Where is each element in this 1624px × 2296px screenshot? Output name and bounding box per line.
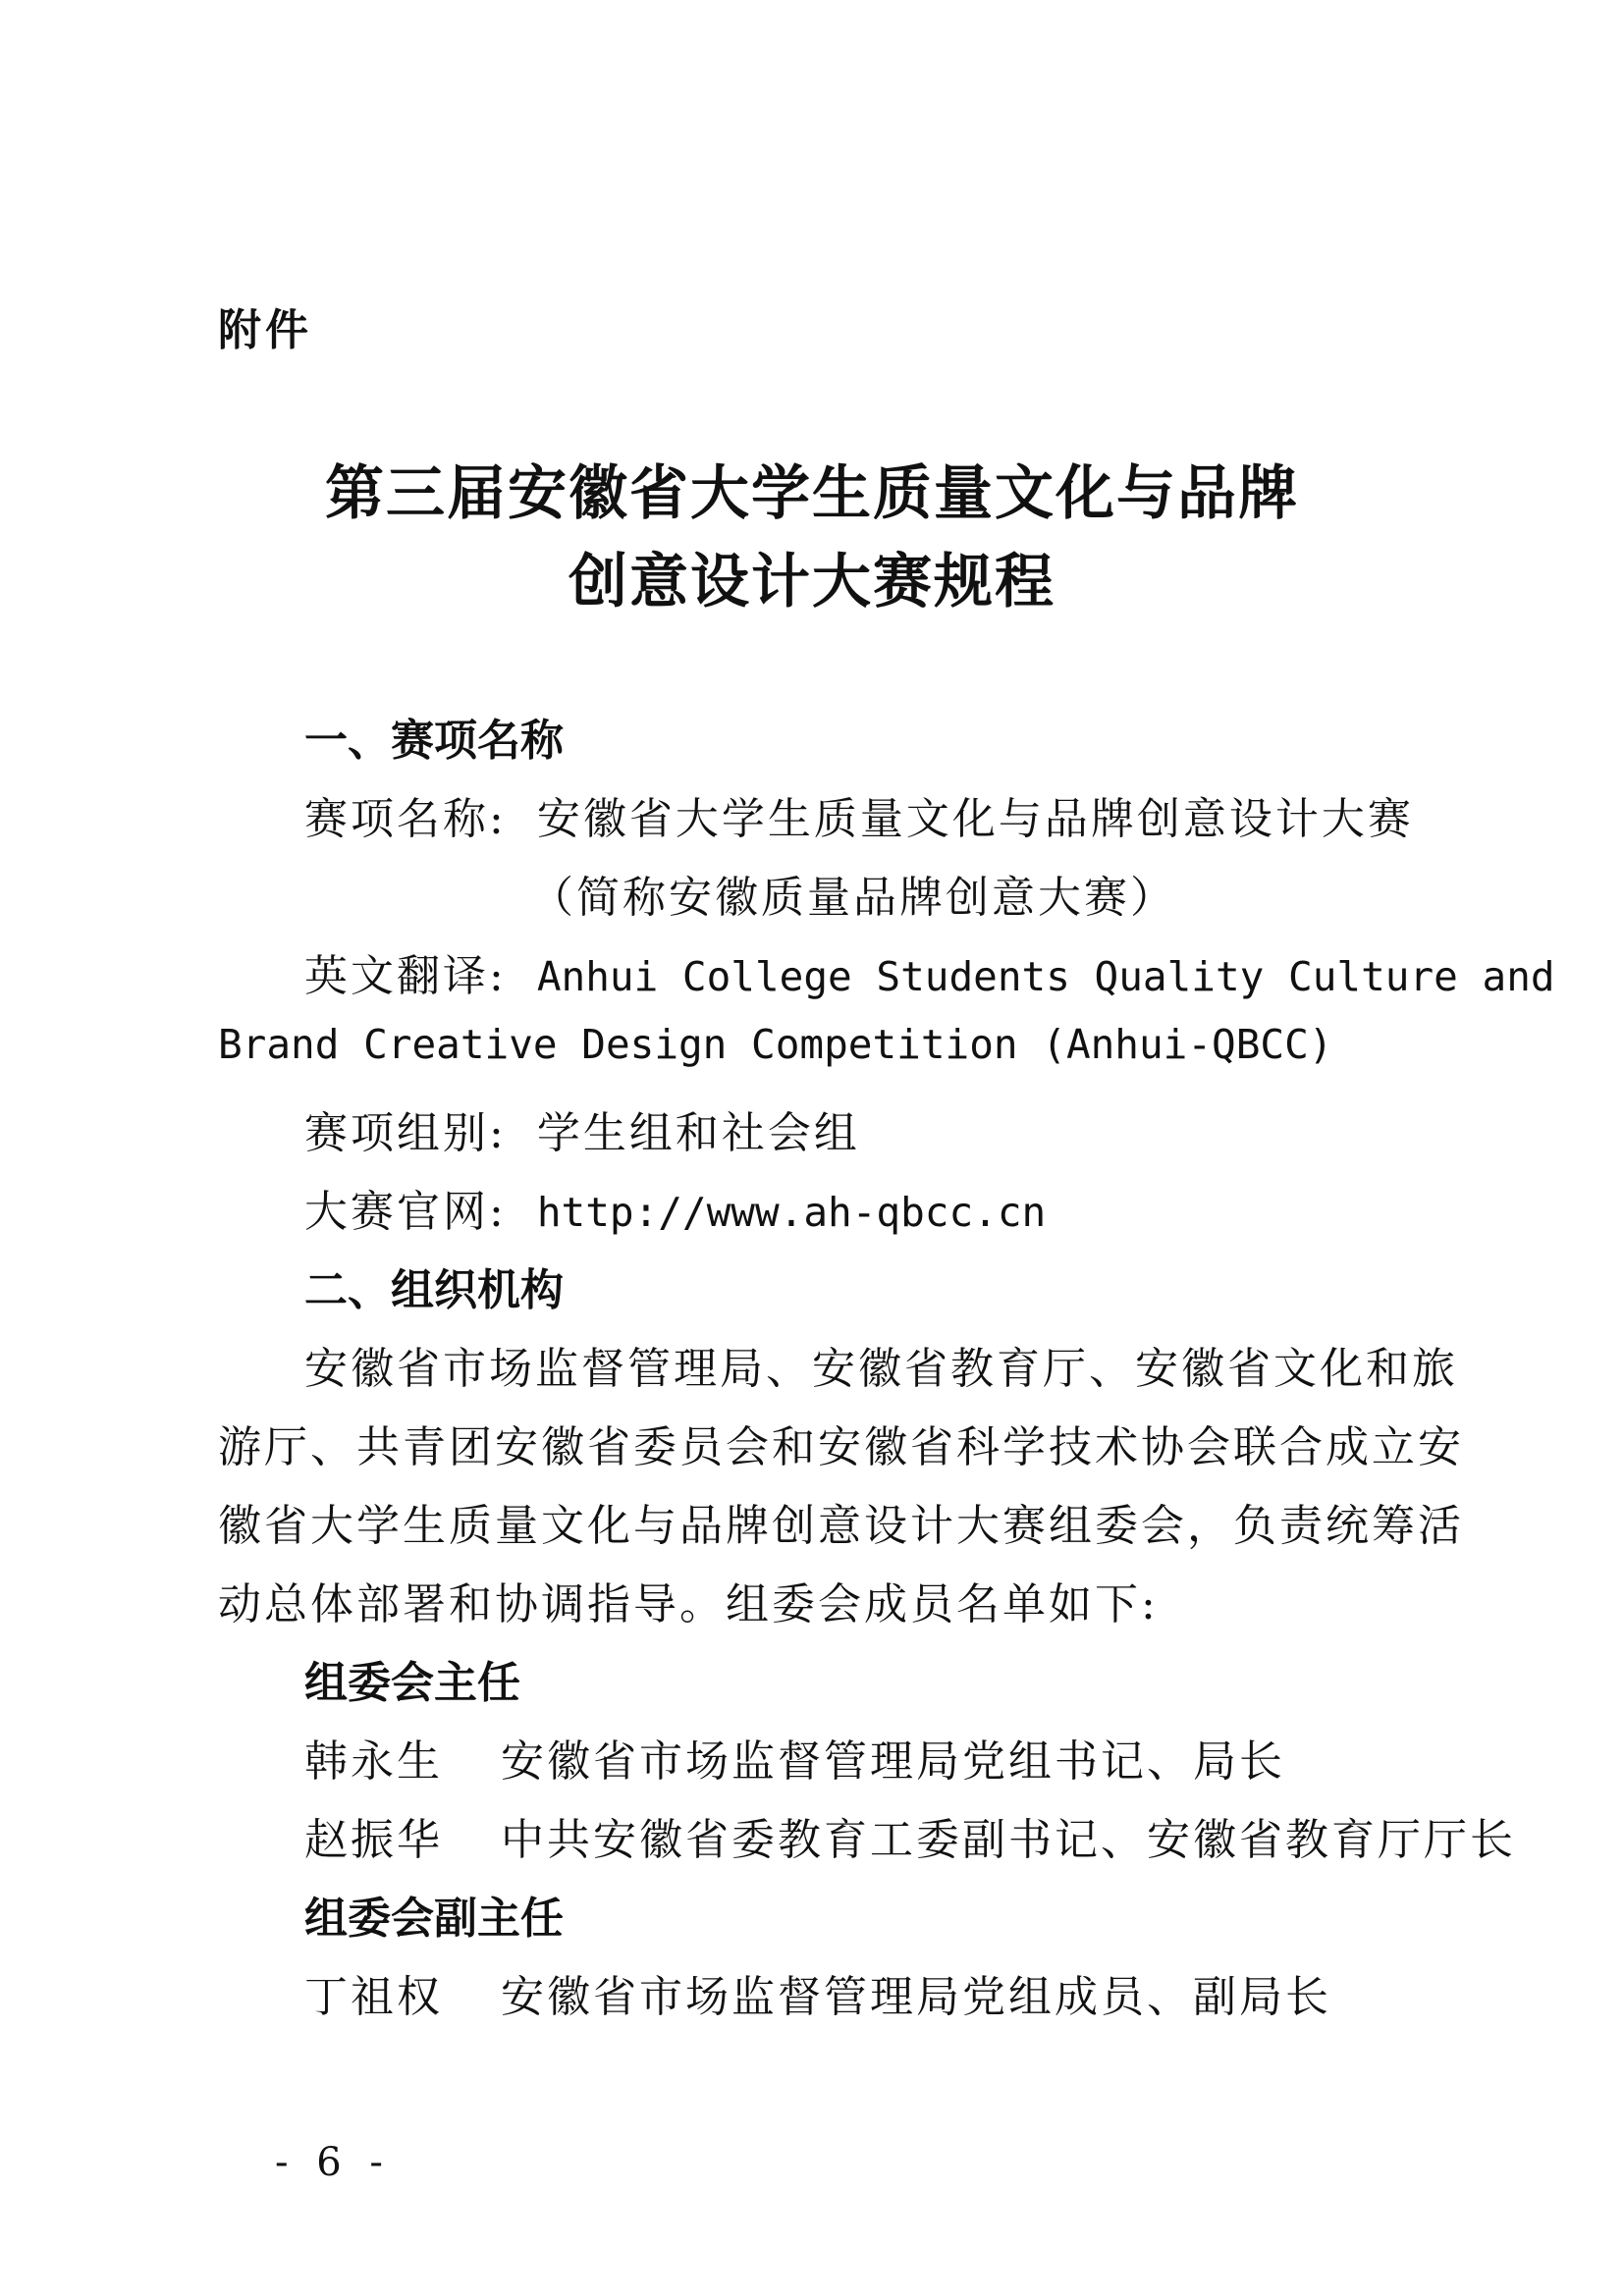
member-name: 赵振华 — [304, 1815, 443, 1865]
committee-director-heading: 组委会主任 — [304, 1658, 520, 1708]
page-number: - 6 - — [275, 2140, 391, 2185]
english-translation-value: Anhui College Students Quality Culture and — [536, 953, 1555, 1000]
document-title-line-2: 创意设计大赛规程 — [568, 548, 1056, 616]
member-title: 安徽省市场监督管理局党组书记、局长 — [501, 1736, 1285, 1787]
competition-name-value: 安徽省大学生质量文化与品牌创意设计大赛 — [536, 794, 1414, 844]
committee-member-row — [304, 1961, 1331, 2024]
competition-short-name: （简称安徽质量品牌创意大赛） — [530, 873, 1176, 923]
official-website-link[interactable]: http://www.ah-qbcc.cn — [536, 1189, 1047, 1236]
competition-name-label: 赛项名称: — [304, 794, 507, 844]
competition-name-line — [304, 783, 1414, 846]
member-title: 中共安徽省委教育工委副书记、安徽省教育厅厅长 — [501, 1815, 1516, 1865]
organization-paragraph-line: 安徽省市场监督管理局、安徽省教育厅、安徽省文化和旅 — [304, 1344, 1458, 1394]
official-website-line — [304, 1176, 1046, 1239]
english-translation-continued — [218, 1019, 1332, 1069]
member-title: 安徽省市场监督管理局党组成员、副局长 — [501, 1972, 1331, 2022]
committee-member-row — [304, 1726, 1285, 1789]
official-website-label: 大赛官网: — [304, 1187, 507, 1237]
competition-group-line — [304, 1097, 860, 1160]
section-1-heading: 一、赛项名称 — [304, 716, 564, 766]
member-name: 韩永生 — [304, 1736, 443, 1787]
document-title-line-1: 第三届安徽省大学生质量文化与品牌 — [325, 459, 1299, 528]
organization-paragraph-line: 动总体部署和协调指导。组委会成员名单如下: — [218, 1579, 1159, 1629]
member-name: 丁祖权 — [304, 1972, 443, 2022]
section-2-heading: 二、组织机构 — [304, 1265, 564, 1315]
english-translation-label: 英文翻译: — [304, 951, 507, 1001]
committee-deputy-heading: 组委会副主任 — [304, 1894, 564, 1944]
competition-group-label: 赛项组别: — [304, 1108, 507, 1158]
attachment-label: 附件 — [218, 305, 312, 355]
organization-paragraph-line: 徽省大学生质量文化与品牌创意设计大赛组委会，负责统筹活 — [218, 1501, 1464, 1551]
organization-paragraph-line: 游厅、共青团安徽省委员会和安徽省科学技术协会联合成立安 — [218, 1422, 1464, 1472]
competition-group-value: 学生组和社会组 — [536, 1108, 860, 1158]
english-translation-line — [304, 940, 1555, 1003]
committee-member-row — [304, 1804, 1516, 1867]
english-translation-value-2: Brand Creative Design Competition (Anhui-QBCC) — [218, 1021, 1333, 1068]
